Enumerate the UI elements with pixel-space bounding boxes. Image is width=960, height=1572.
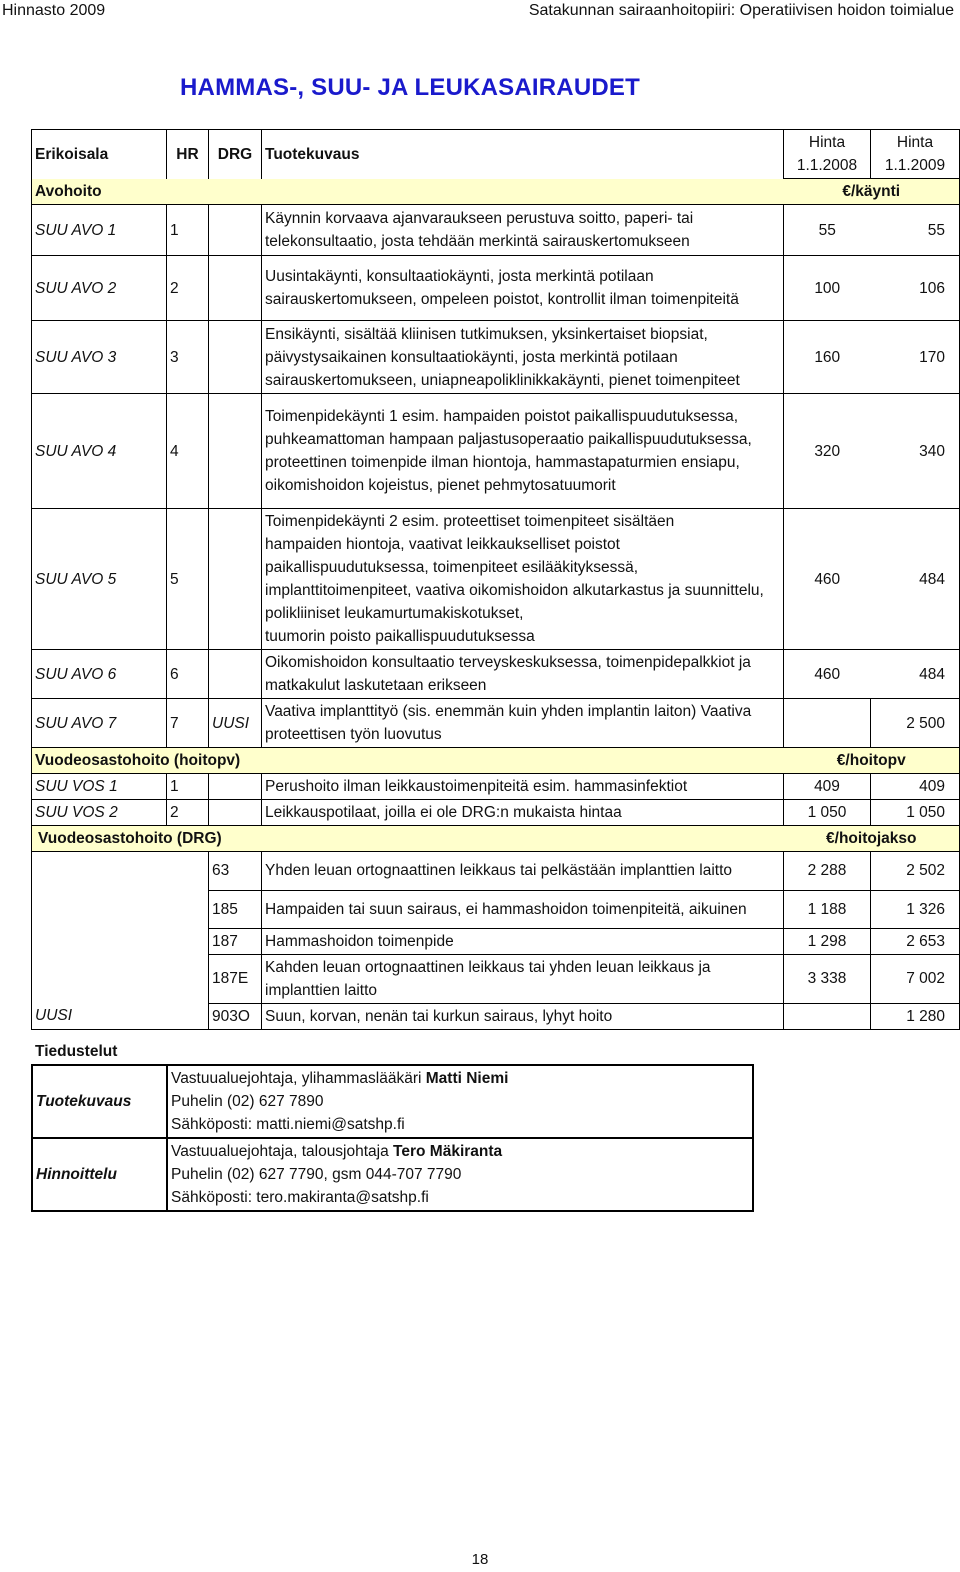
row-price-2009: 409	[871, 774, 960, 800]
row-price-2008: 409	[784, 774, 871, 800]
contact-row	[32, 1065, 753, 1138]
description-line: implanttitoimenpiteet, vaativa oikomishoidon alkutarkastus ja suunnittelu,	[265, 582, 764, 599]
row-description	[262, 650, 784, 699]
row-price-2009: 1 326	[871, 890, 960, 928]
row-code: SUU AVO 6	[32, 650, 167, 699]
row-price-2008: 460	[784, 509, 871, 650]
row-drg: 187E	[209, 954, 262, 1003]
row-price-2009: 55	[871, 205, 960, 256]
row-code	[32, 890, 209, 928]
row-price-2008: 1 298	[784, 928, 871, 954]
row-price-2009: 484	[871, 509, 960, 650]
contact-role-line	[171, 1067, 749, 1090]
table-row	[32, 890, 960, 928]
description-line: sairauskertomukseen, uniapneapoliklinikkakäynti, pienet toimenpiteet	[265, 371, 740, 389]
table-row	[32, 800, 960, 826]
row-code: SUU AVO 2	[32, 256, 167, 321]
row-price-2009: 7 002	[871, 954, 960, 1003]
row-description	[262, 928, 784, 954]
header-erikoisala: Erikoisala	[32, 130, 167, 179]
section-label: Vuodeosastohoito (hoitopv)	[32, 748, 784, 774]
row-drg	[209, 394, 262, 509]
row-drg: 903O	[209, 1003, 262, 1029]
row-description: Leikkauspotilaat, joilla ei ole DRG:n mukaista hintaa	[262, 800, 784, 826]
section-unit: €/käynti	[784, 179, 960, 205]
row-drg	[209, 774, 262, 800]
contact-details	[167, 1138, 753, 1211]
table-row	[32, 509, 960, 650]
row-code: SUU AVO 4	[32, 394, 167, 509]
row-hr: 4	[167, 394, 209, 509]
row-description	[262, 256, 784, 321]
contact-email: Sähköposti: tero.makiranta@satshp.fi	[171, 1189, 429, 1206]
description-line: proteettinen toimenpide ilman hiontoja, hammastapaturmien ensiapu,	[265, 454, 740, 471]
row-price-2008: 320	[784, 394, 871, 509]
row-price-2008	[784, 1003, 871, 1029]
section-unit: €/hoitopv	[784, 748, 960, 774]
row-code: SUU VOS 1	[32, 774, 167, 800]
section-row	[32, 826, 960, 852]
row-price-2009: 484	[871, 650, 960, 699]
row-price-2009: 1 280	[871, 1003, 960, 1029]
description-line: matkakulut laskutetaan erikseen	[265, 677, 487, 694]
header-price-2008	[784, 130, 871, 179]
row-drg	[209, 800, 262, 826]
row-drg	[209, 321, 262, 394]
table-row	[32, 205, 960, 256]
row-description	[262, 321, 784, 394]
row-drg: 63	[209, 852, 262, 891]
table-row	[32, 394, 960, 509]
header-left: Hinnasto 2009	[2, 2, 106, 19]
contact-label: Hinnoittelu	[32, 1138, 167, 1211]
description-line: Hampaiden tai suun sairaus, ei hammashoidon toimenpiteitä, aikuinen	[265, 900, 747, 918]
row-code: SUU AVO 3	[32, 321, 167, 394]
header-date-2009: 1.1.2009	[884, 157, 946, 174]
row-price-2009: 2 502	[871, 852, 960, 891]
table-row	[32, 256, 960, 321]
header-price-label: Hinta	[808, 134, 846, 151]
contacts-title: Tiedustelut	[35, 1043, 118, 1060]
table-row	[32, 954, 960, 1003]
section-label: Vuodeosastohoito (DRG)	[32, 826, 784, 852]
contact-role: Vastuualuejohtaja, ylihammaslääkäri	[171, 1070, 426, 1087]
row-code: SUU AVO 5	[32, 509, 167, 650]
header-date-2008: 1.1.2008	[796, 157, 858, 174]
description-line: Ensikäynti, sisältää kliinisen tutkimuksen, yksinkertaiset biopsiat,	[265, 325, 708, 343]
row-code: SUU AVO 1	[32, 205, 167, 256]
description-line: Toimenpidekäynti 2 esim. proteettiset toimenpiteet sisältäen	[265, 513, 675, 530]
header-price-2009	[871, 130, 960, 179]
table-row	[32, 852, 960, 891]
row-hr: 2	[167, 256, 209, 321]
description-line: polikliiniset leukamurtumakiskotukset,	[265, 605, 524, 622]
row-code	[32, 954, 209, 1003]
row-price-2008: 1 050	[784, 800, 871, 826]
contact-name: Matti Niemi	[425, 1070, 509, 1087]
description-line: oikomishoidon kojeistus, pienet pehmytosatuumorit	[265, 477, 616, 494]
section-unit: €/hoitojakso	[784, 826, 960, 852]
header-drg: DRG	[209, 130, 262, 179]
contact-phone: Puhelin (02) 627 7890	[171, 1093, 324, 1110]
description-line: telekonsultaatio, josta tehdään merkintä sairauskertomukseen	[265, 233, 690, 250]
description-line: proteettisen työn luovutus	[265, 726, 442, 743]
row-code: SUU AVO 7	[32, 699, 167, 748]
description-line: puhkeamattoman hampaan paljastusoperaatio paikallispuudutuksessa,	[265, 431, 752, 448]
row-price-2008: 3 338	[784, 954, 871, 1003]
description-line: hampaiden hiontoja, vaativat leikkaukselliset poistot	[265, 536, 620, 553]
row-price-2008: 100	[784, 256, 871, 321]
row-drg	[209, 509, 262, 650]
description-line: sairauskertomukseen, ompeleen poistot, kontrollit ilman toimenpiteitä	[265, 291, 739, 308]
contact-row	[32, 1138, 753, 1211]
row-code: UUSI	[32, 1003, 209, 1029]
row-code: SUU VOS 2	[32, 800, 167, 826]
row-description	[262, 890, 784, 928]
description-line: Yhden leuan ortognaattinen leikkaus tai pelkästään implanttien laitto	[265, 862, 733, 880]
row-description	[262, 852, 784, 891]
row-drg: 185	[209, 890, 262, 928]
price-table	[31, 129, 960, 1030]
row-hr: 7	[167, 699, 209, 748]
table-row	[32, 650, 960, 699]
row-price-2009: 2 500	[871, 699, 960, 748]
row-price-2008: 160	[784, 321, 871, 394]
row-price-2009: 106	[871, 256, 960, 321]
row-hr: 2	[167, 800, 209, 826]
row-description	[262, 954, 784, 1003]
table-row	[32, 699, 960, 748]
row-code	[32, 852, 209, 891]
description-line: Uusintakäynti, konsultaatiokäynti, josta merkintä potilaan	[265, 268, 654, 285]
page-number: 18	[471, 1551, 489, 1568]
row-price-2008	[784, 699, 871, 748]
description-line: päivystysaikainen konsultaatiokäynti, josta merkintä potilaan	[265, 348, 678, 366]
contact-label: Tuotekuvaus	[32, 1065, 167, 1138]
row-hr: 3	[167, 321, 209, 394]
description-line: tuumorin poisto paikallispuudutuksessa	[265, 628, 535, 645]
row-drg: 187	[209, 928, 262, 954]
row-price-2009: 340	[871, 394, 960, 509]
contact-role-line	[171, 1140, 749, 1163]
row-price-2008: 55	[784, 205, 871, 256]
header-hr: HR	[167, 130, 209, 179]
description-line: Käynnin korvaava ajanvaraukseen perustuva soitto, paperi- tai	[265, 210, 694, 227]
description-line: Hammashoidon toimenpide	[265, 932, 454, 950]
description-line: Oikomishoidon konsultaatio terveyskeskuksessa, toimenpidepalkkiot ja	[265, 654, 751, 671]
row-hr: 6	[167, 650, 209, 699]
section-label: Avohoito	[32, 179, 784, 205]
row-description	[262, 394, 784, 509]
description-line: Suun, korvan, nenän tai kurkun sairaus, lyhyt hoito	[265, 1007, 613, 1025]
description-line: Toimenpidekäynti 1 esim. hampaiden poistot paikallispuudutuksessa,	[265, 408, 739, 425]
contacts-table	[31, 1064, 754, 1212]
contact-details	[167, 1065, 753, 1138]
row-price-2008: 1 188	[784, 890, 871, 928]
row-price-2009: 170	[871, 321, 960, 394]
row-description	[262, 1003, 784, 1029]
description-line: Kahden leuan ortognaattinen leikkaus tai yhden leuan leikkaus ja	[265, 958, 711, 976]
row-drg	[209, 205, 262, 256]
table-row	[32, 321, 960, 394]
header-tuotekuvaus: Tuotekuvaus	[262, 130, 784, 179]
description-line: implanttien laitto	[265, 981, 378, 999]
header-price-label: Hinta	[896, 134, 934, 151]
section-row	[32, 748, 960, 774]
description-line: Vaativa implanttityö (sis. enemmän kuin yhden implantin laiton) Vaativa	[265, 703, 752, 720]
row-price-2008: 2 288	[784, 852, 871, 891]
row-drg	[209, 650, 262, 699]
section-row	[32, 179, 960, 205]
row-price-2009: 1 050	[871, 800, 960, 826]
contact-role: Vastuualuejohtaja, talousjohtaja	[171, 1143, 394, 1160]
row-hr: 1	[167, 205, 209, 256]
description-line: paikallispuudutuksessa, toimenpiteet esilääkityksessä,	[265, 559, 639, 576]
row-hr: 1	[167, 774, 209, 800]
contact-name: Tero Mäkiranta	[393, 1143, 503, 1160]
row-description	[262, 699, 784, 748]
row-description	[262, 509, 784, 650]
table-row	[32, 928, 960, 954]
row-description: Perushoito ilman leikkaustoimenpiteitä esim. hammasinfektiot	[262, 774, 784, 800]
row-price-2009: 2 653	[871, 928, 960, 954]
row-description	[262, 205, 784, 256]
header-right: Satakunnan sairaanhoitopiiri: Operatiivisen hoidon toimialue	[528, 2, 954, 19]
contact-email: Sähköposti: matti.niemi@satshp.fi	[171, 1116, 405, 1133]
table-header-row	[32, 130, 960, 179]
table-row	[32, 774, 960, 800]
row-drg	[209, 256, 262, 321]
row-drg: UUSI	[209, 699, 262, 748]
contact-phone: Puhelin (02) 627 7790, gsm 044-707 7790	[171, 1166, 462, 1183]
page-title: HAMMAS-, SUU- JA LEUKASAIRAUDET	[180, 74, 640, 101]
row-code	[32, 928, 209, 954]
row-hr: 5	[167, 509, 209, 650]
table-row	[32, 1003, 960, 1029]
row-price-2008: 460	[784, 650, 871, 699]
